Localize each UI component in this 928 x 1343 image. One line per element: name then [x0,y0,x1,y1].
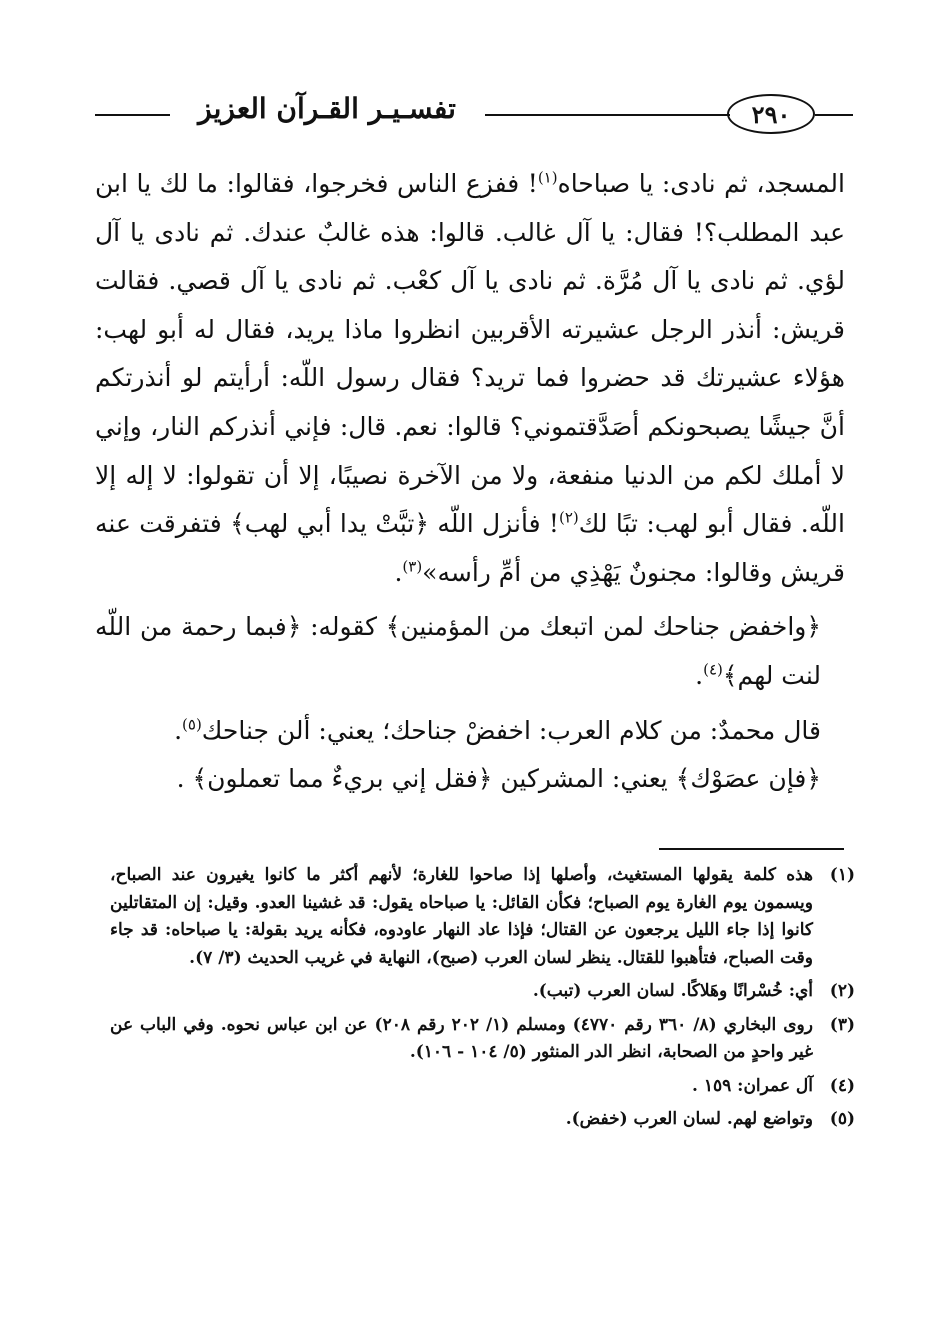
footnote-text: أي: خُسْرانًا وهَلاكًا. لسان العرب (تبب). [532,981,813,1001]
footnote-number: (٥) [829,1109,855,1129]
footnote-item [110,862,855,972]
footnote-text: آل عمران: ١٥٩ . [692,1075,813,1096]
paragraph [95,603,845,700]
text-run: قال محمدٌ: من كلام العرب: اخفضْ جناحك؛ يعني: ألن جناحك [201,715,821,745]
footnote-reference: (٥) [182,715,202,734]
footnote-number: (٢) [829,981,855,1001]
text-run: ! ففزع الناس فخرجوا، فقالوا: ما لك يا ابن عبد المطلب؟! فقال: يا آل غالب. قالوا: هذه غالبٌ عندك. ثم نادى يا آل لؤي. ثم نادى يا آل مُرَّة. ثم نادى يا آل كعْب. ثم نادى يا آل قصي. فقالت قريش: أنذر الرجل عشيرته الأقربين انظروا ماذا يريد، فقال له أبو لهب: هؤلاء عشيرتك قد حضروا فما تريد؟ فقال رسول اللّه: أرأيتم لو أنذرتكم أنَّ جيشًا يصبحونكم أصَدَّقتموني؟ قالوا: نعم. قال: فإني أنذركم النار، وإني لا أملك لكم من الدنيا منفعة، ولا من الآخرة نصيبًا، إلا أن تقولوا: لا إله إلا اللّه. فقال أبو لهب: تبًا لك [95,169,845,539]
footnote-number: (٣) [829,1014,855,1035]
footnote-text: هذه كلمة يقولها المستغيث، وأصلها إذا صاحوا للغارة؛ لأنهم أكثر ما كانوا يغيرون عند الصباح، ويسمون يوم الغارة يوم الصباح؛ فكأن القائل: يا صباحاه يقول: قد غشينا العدو. وقيل: إن المتقاتلين كانوا إذا جاء الليل يرجعون عن القتال؛ فإذا عاد النهار عاودوه، فكأنه يريد بقولة: يا صباحاه: قد جاء وقت الصباح، فتأهبوا للقتال. ينظر لسان العرب (صبح)، النهاية في غريب الحديث (٣/ ٧). [110,865,813,968]
footnote-item [110,978,855,1006]
footnote-text: روى البخاري (٨/ ٣٦٠ رقم ٤٧٧٠) ومسلم (١/ ٢٠٢ رقم ٢٠٨) عن ابن عباس نحوه. وفي الباب عن غير واحدٍ من الصحابة، انظر الدر المنثور (٥/ ١٠٤ - ١٠٦). [110,1014,813,1062]
main-text [95,160,845,804]
footnote-separator [659,848,844,850]
text-run: ﴿فإن عصَوْك﴾ يعني: المشركين ﴿فقل إني بريءٌ مما تعملون﴾ . [176,764,821,794]
footnote-number: (١) [829,865,855,885]
text-run: ﴿واخفض جناحك لمن اتبعك من المؤمنين﴾ كقوله: ﴿فبما رحمة من اللّه لنت لهم﴾ [95,612,821,690]
text-run: . [394,557,403,587]
text-run: المسجد، ثم نادى: يا صباحاه [557,169,845,198]
header-rule [485,114,730,116]
paragraph [95,707,845,756]
footnote-reference: (٢) [558,508,579,527]
header-rule [95,114,170,116]
footnote-item [110,1106,855,1134]
paragraph [95,160,845,597]
paragraph [95,755,845,804]
footnote-reference: (٣) [402,557,423,576]
footnotes [110,862,855,1140]
footnote-item [110,1012,855,1067]
text-run: . [695,660,704,690]
footnote-text: وتواضع لهم. لسان العرب (خفض). [565,1109,813,1129]
footnote-reference: (١) [537,168,558,187]
footnote-item [110,1073,855,1101]
text-run: . [174,715,183,745]
text-run: ! فأنزل اللّه ﴿تبَّتْ يدا أبي لهب﴾ فتفرقت عنه قريش وقالوا: مجنونٌ يَهْذِي من أمِّ رأسه» [95,509,845,587]
footnote-number: (٤) [829,1075,855,1096]
running-title: تفسـيـر القـرآن العزيز [198,92,456,125]
footnote-reference: (٤) [703,660,723,679]
page-number: ٢٩٠ [727,94,815,134]
header-rule [815,114,853,116]
running-header [95,86,845,146]
